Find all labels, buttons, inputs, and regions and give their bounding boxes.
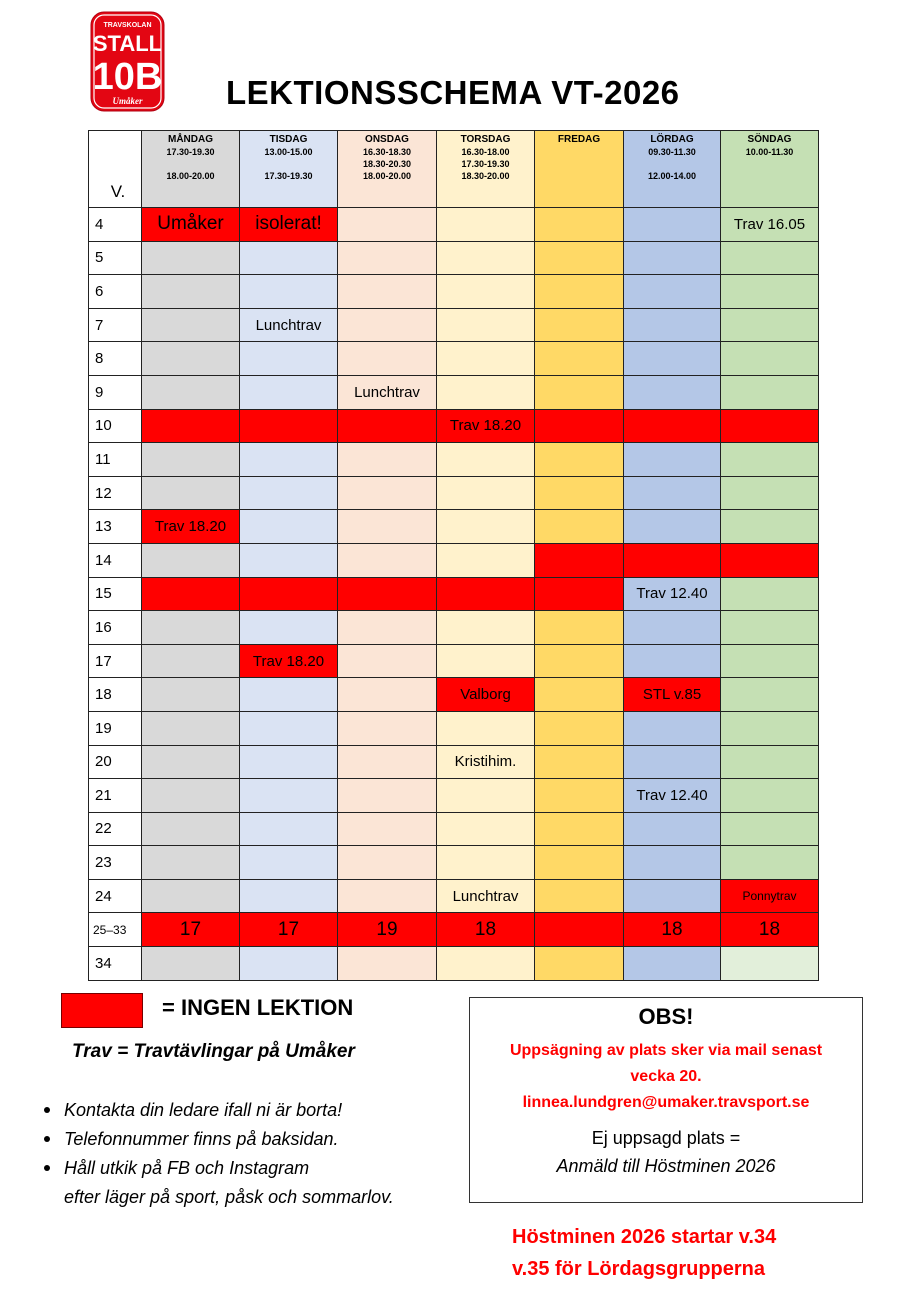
week-number: 23 — [89, 846, 142, 880]
week-number: 16 — [89, 611, 142, 645]
day-time: 10.00-11.30 — [745, 147, 794, 157]
schedule-cell — [240, 745, 338, 779]
week-number: 24 — [89, 879, 142, 913]
schedule-cell — [437, 947, 535, 981]
schedule-cell — [240, 342, 338, 376]
schedule-cell — [142, 208, 240, 242]
cell-note: Lunchtrav — [255, 316, 322, 334]
cell-note: 18 — [474, 918, 497, 940]
schedule-cell — [721, 879, 819, 913]
schedule-cell — [624, 846, 721, 880]
week-row — [89, 745, 819, 779]
day-time: 17.30-19.30 — [264, 171, 313, 181]
schedule-cell — [338, 208, 437, 242]
week-number: 12 — [89, 476, 142, 510]
schedule-cell — [437, 678, 535, 712]
schedule-cell — [142, 342, 240, 376]
bullet-item — [42, 1125, 394, 1154]
schedule-cell — [437, 308, 535, 342]
cell-note: Trav 18.20 — [449, 417, 522, 435]
schedule-cell — [437, 510, 535, 544]
schedule-cell — [142, 711, 240, 745]
bullet-text: Telefonnummer finns på baksidan. — [64, 1129, 339, 1149]
schedule-cell — [535, 476, 624, 510]
schedule-cell — [624, 375, 721, 409]
schedule-cell — [338, 846, 437, 880]
schedule-cell — [535, 644, 624, 678]
obs-line2: Anmäld till Höstminen 2026 — [556, 1156, 776, 1176]
schedule-cell — [338, 947, 437, 981]
schedule-cell — [624, 711, 721, 745]
week-row — [89, 779, 819, 813]
schedule-cell — [338, 342, 437, 376]
schedule-cell — [624, 913, 721, 947]
cell-note: Umåker — [157, 213, 224, 235]
day-header-5 — [624, 131, 721, 208]
cell-note: Trav 18.20 — [154, 518, 227, 536]
schedule-cell — [142, 409, 240, 443]
schedule-cell — [437, 611, 535, 645]
schedule-cell — [721, 745, 819, 779]
day-time — [721, 170, 818, 182]
logo-bottom-text: Umåker — [112, 96, 143, 106]
cell-note: 19 — [376, 918, 398, 940]
schedule-cell — [624, 443, 721, 477]
schedule-cell — [535, 308, 624, 342]
schedule-cell — [338, 375, 437, 409]
schedule-cell — [437, 779, 535, 813]
schedule-cell — [338, 577, 437, 611]
schedule-cell — [624, 611, 721, 645]
schedule-cell — [240, 241, 338, 275]
week-row — [89, 644, 819, 678]
week-number: 19 — [89, 711, 142, 745]
schedule-cell — [721, 543, 819, 577]
bullet-text: Kontakta din ledare ifall ni är borta! — [64, 1100, 343, 1120]
bullet-item — [42, 1096, 394, 1125]
week-row — [89, 611, 819, 645]
week-row — [89, 342, 819, 376]
schedule-cell — [338, 678, 437, 712]
schedule-cell — [721, 275, 819, 309]
day-time — [535, 146, 623, 158]
footer-line2: v.35 för Lördagsgrupperna — [512, 1258, 766, 1280]
schedule-cell — [437, 812, 535, 846]
schedule-cell — [624, 342, 721, 376]
schedule-cell — [437, 342, 535, 376]
schedule-cell — [240, 779, 338, 813]
schedule-cell — [535, 342, 624, 376]
schedule-cell — [721, 779, 819, 813]
page-title: LEKTIONSSCHEMA VT-2026 — [226, 74, 680, 111]
week-number: 13 — [89, 510, 142, 544]
week-row — [89, 812, 819, 846]
schedule-cell — [624, 644, 721, 678]
day-time: 17.30-19.30 — [461, 159, 510, 169]
week-row — [89, 947, 819, 981]
schedule-cell — [535, 375, 624, 409]
schedule-cell — [338, 711, 437, 745]
bullet-continuation: efter läger på sport, påsk och sommarlov. — [64, 1187, 394, 1207]
day-time — [535, 158, 623, 170]
schedule-cell — [240, 879, 338, 913]
schedule-cell — [338, 913, 437, 947]
no-lesson-legend-text: = INGEN LEKTION — [162, 995, 354, 1020]
schedule-cell — [535, 678, 624, 712]
day-time: 12.00-14.00 — [647, 171, 697, 181]
schedule-cell — [142, 846, 240, 880]
schedule-cell — [437, 476, 535, 510]
schedule-cell — [535, 846, 624, 880]
info-bullet-list — [42, 1096, 394, 1212]
day-header-3 — [437, 131, 535, 208]
schedule-cell — [437, 543, 535, 577]
week-row — [89, 543, 819, 577]
day-time: 09.30-11.30 — [648, 147, 696, 157]
week-number: 8 — [89, 342, 142, 376]
schedule-cell — [721, 308, 819, 342]
schedule-cell — [535, 611, 624, 645]
bullet-item — [42, 1154, 394, 1212]
schedule-cell — [142, 543, 240, 577]
schedule-cell — [721, 711, 819, 745]
schedule-cell — [624, 745, 721, 779]
day-header-2 — [338, 131, 437, 208]
schedule-cell — [240, 846, 338, 880]
obs-title: OBS! — [638, 1004, 694, 1029]
schedule-cell — [338, 409, 437, 443]
schedule-cell — [535, 913, 624, 947]
schedule-cell — [240, 208, 338, 242]
bullet-text: Håll utkik på FB och Instagram — [64, 1158, 310, 1178]
schedule-cell — [624, 879, 721, 913]
schedule-cell — [624, 779, 721, 813]
schedule-cell — [535, 779, 624, 813]
schedule-cell — [535, 947, 624, 981]
obs-email-link[interactable]: linnea.lundgren@umaker.travsport.se — [522, 1094, 810, 1111]
cell-note: Trav 18.20 — [252, 652, 325, 670]
week-number: 14 — [89, 543, 142, 577]
cell-note: Lunchtrav — [354, 383, 420, 401]
no-lesson-legend-swatch — [61, 993, 143, 1028]
header-row — [89, 131, 819, 208]
schedule-cell — [721, 577, 819, 611]
autumn-start-notice — [512, 1221, 776, 1285]
schedule-cell — [437, 711, 535, 745]
day-time — [721, 158, 818, 170]
schedule-cell — [142, 577, 240, 611]
week-row — [89, 510, 819, 544]
schedule-cell — [624, 241, 721, 275]
schedule-cell — [437, 375, 535, 409]
schedule-cell — [240, 543, 338, 577]
week-number: 15 — [89, 577, 142, 611]
schedule-cell — [338, 443, 437, 477]
schedule-cell — [338, 879, 437, 913]
cell-note: Trav 16.05 — [733, 215, 806, 233]
lesson-schedule-table — [88, 130, 819, 981]
schedule-cell — [338, 611, 437, 645]
schedule-cell — [240, 476, 338, 510]
day-time: 13.00-15.00 — [264, 147, 313, 157]
week-number: 34 — [89, 947, 142, 981]
schedule-cell — [240, 409, 338, 443]
schedule-cell — [240, 947, 338, 981]
cell-note: Trav 12.40 — [636, 786, 708, 804]
week-number: 7 — [89, 308, 142, 342]
schedule-cell — [624, 947, 721, 981]
schedule-cell — [535, 443, 624, 477]
bullet-dot-icon — [44, 1136, 50, 1142]
schedule-cell — [535, 812, 624, 846]
day-name: SÖNDAG — [747, 134, 792, 145]
schedule-cell — [338, 779, 437, 813]
week-row — [89, 577, 819, 611]
day-time — [240, 158, 337, 170]
week-number: 25–33 — [89, 913, 142, 947]
schedule-cell — [142, 745, 240, 779]
bullet-dot-icon — [44, 1107, 50, 1113]
week-row — [89, 879, 819, 913]
schedule-cell — [624, 812, 721, 846]
week-row — [89, 846, 819, 880]
obs-notice-box — [469, 997, 863, 1203]
schedule-cell — [721, 409, 819, 443]
schedule-cell — [240, 443, 338, 477]
schedule-cell — [535, 879, 624, 913]
schedule-cell — [240, 510, 338, 544]
cell-note: 18 — [758, 918, 781, 940]
schedule-cell — [142, 913, 240, 947]
schedule-cell — [624, 543, 721, 577]
day-time: 16.30-18.00 — [461, 147, 510, 157]
schedule-cell — [240, 812, 338, 846]
schedule-cell — [721, 812, 819, 846]
week-number: 6 — [89, 275, 142, 309]
schedule-cell — [437, 443, 535, 477]
day-header-0 — [142, 131, 240, 208]
schedule-cell — [721, 510, 819, 544]
week-row — [89, 678, 819, 712]
schedule-cell — [142, 812, 240, 846]
schedule-cell — [535, 510, 624, 544]
cell-note: Lunchtrav — [452, 887, 519, 905]
schedule-cell — [721, 443, 819, 477]
obs-cancellation-notice — [470, 1038, 862, 1116]
week-row — [89, 476, 819, 510]
day-name: FREDAG — [557, 134, 601, 145]
schedule-cell — [535, 577, 624, 611]
logo-top-text: TRAVSKOLAN — [103, 22, 152, 29]
schedule-cell — [437, 275, 535, 309]
schedule-cell — [142, 275, 240, 309]
schedule-cell — [142, 443, 240, 477]
schedule-cell — [624, 275, 721, 309]
week-number: 11 — [89, 443, 142, 477]
schedule-cell — [240, 711, 338, 745]
schedule-cell — [142, 308, 240, 342]
day-name: ONSDAG — [365, 134, 409, 145]
schedule-cell — [338, 476, 437, 510]
schedule-cell — [721, 476, 819, 510]
schedule-cell — [142, 947, 240, 981]
schedule-cell — [437, 409, 535, 443]
schedule-cell — [535, 241, 624, 275]
schedule-cell — [535, 275, 624, 309]
schedule-cell — [240, 308, 338, 342]
schedule-cell — [142, 241, 240, 275]
week-row — [89, 913, 819, 947]
schedule-cell — [240, 644, 338, 678]
cell-note: 17 — [179, 918, 202, 940]
schedule-cell — [142, 611, 240, 645]
obs-red-line1: Uppsägning av plats sker via mail senast — [509, 1042, 823, 1059]
schedule-cell — [721, 846, 819, 880]
week-number: 22 — [89, 812, 142, 846]
schedule-cell — [240, 275, 338, 309]
week-number: 4 — [89, 208, 142, 242]
schedule-cell — [624, 476, 721, 510]
schedule-cell — [535, 745, 624, 779]
schedule-cell — [338, 644, 437, 678]
week-row — [89, 711, 819, 745]
schedule-cell — [721, 342, 819, 376]
schedule-cell — [437, 846, 535, 880]
day-time: 16.30-18.30 — [362, 147, 412, 157]
obs-red-line2: vecka 20. — [630, 1068, 702, 1085]
stall-10b-logo — [90, 11, 165, 112]
schedule-cell — [142, 644, 240, 678]
schedule-cell — [338, 543, 437, 577]
week-row — [89, 375, 819, 409]
day-header-4 — [535, 131, 624, 208]
schedule-cell — [338, 812, 437, 846]
schedule-cell — [437, 879, 535, 913]
trav-definition: Trav = Travtävlingar på Umåker — [72, 1041, 355, 1062]
week-header: V. — [89, 131, 142, 208]
schedule-cell — [535, 409, 624, 443]
schedule-cell — [535, 208, 624, 242]
week-number: 9 — [89, 375, 142, 409]
obs-line1: Ej uppsagd plats = — [591, 1128, 741, 1148]
schedule-cell — [624, 208, 721, 242]
schedule-cell — [437, 577, 535, 611]
week-row — [89, 308, 819, 342]
schedule-cell — [624, 409, 721, 443]
week-row — [89, 241, 819, 275]
schedule-cell — [338, 510, 437, 544]
schedule-cell — [142, 678, 240, 712]
schedule-cell — [142, 476, 240, 510]
day-name: LÖRDAG — [650, 134, 694, 145]
day-time: 18.00-20.00 — [362, 171, 412, 181]
schedule-cell — [624, 510, 721, 544]
schedule-cell — [142, 779, 240, 813]
schedule-cell — [624, 577, 721, 611]
schedule-cell — [437, 208, 535, 242]
cell-note: 18 — [661, 918, 683, 940]
cell-note: STL v.85 — [642, 686, 702, 704]
schedule-cell — [535, 543, 624, 577]
day-time: 17.30-19.30 — [166, 147, 215, 157]
cell-note: Trav 12.40 — [636, 585, 708, 603]
cell-note: isolerat! — [255, 213, 322, 235]
schedule-cell — [721, 947, 819, 981]
schedule-cell — [142, 510, 240, 544]
bullet-dot-icon — [44, 1165, 50, 1171]
week-number: 10 — [89, 409, 142, 443]
logo-line1: STALL — [92, 31, 163, 56]
schedule-cell — [338, 241, 437, 275]
cell-note: 17 — [277, 918, 300, 940]
week-row — [89, 208, 819, 242]
schedule-cell — [721, 913, 819, 947]
week-row — [89, 443, 819, 477]
schedule-cell — [437, 241, 535, 275]
week-number: 21 — [89, 779, 142, 813]
week-number: 18 — [89, 678, 142, 712]
logo-line2: 10B — [92, 56, 163, 98]
schedule-cell — [721, 208, 819, 242]
schedule-cell — [437, 913, 535, 947]
cell-note: Ponnytrav — [742, 889, 797, 904]
day-time: 18.00-20.00 — [166, 171, 215, 181]
week-row — [89, 275, 819, 309]
schedule-cell — [240, 375, 338, 409]
schedule-cell — [721, 241, 819, 275]
week-number: 17 — [89, 644, 142, 678]
schedule-cell — [721, 678, 819, 712]
cell-note: Kristihim. — [454, 753, 517, 771]
schedule-cell — [535, 711, 624, 745]
schedule-cell — [721, 644, 819, 678]
schedule-cell — [437, 745, 535, 779]
schedule-cell — [240, 913, 338, 947]
schedule-cell — [437, 644, 535, 678]
day-time — [142, 158, 239, 170]
day-time: 18.30-20.30 — [362, 159, 412, 169]
schedule-cell — [338, 275, 437, 309]
footer-line1: Höstminen 2026 startar v.34 — [512, 1226, 777, 1248]
schedule-cell — [624, 678, 721, 712]
schedule-cell — [240, 577, 338, 611]
schedule-cell — [240, 678, 338, 712]
schedule-cell — [142, 375, 240, 409]
day-header-1 — [240, 131, 338, 208]
schedule-cell — [624, 308, 721, 342]
day-header-6 — [721, 131, 819, 208]
week-row — [89, 409, 819, 443]
schedule-cell — [338, 308, 437, 342]
week-number: 5 — [89, 241, 142, 275]
schedule-cell — [338, 745, 437, 779]
schedule-cell — [721, 611, 819, 645]
day-time — [624, 158, 720, 170]
cell-note: Valborg — [460, 686, 511, 704]
schedule-cell — [240, 611, 338, 645]
week-number: 20 — [89, 745, 142, 779]
schedule-cell — [142, 879, 240, 913]
day-name: MÅNDAG — [168, 134, 213, 145]
day-time: 18.30-20.00 — [461, 171, 510, 181]
day-name: TORSDAG — [460, 134, 511, 145]
schedule-cell — [721, 375, 819, 409]
day-time — [535, 170, 623, 182]
day-name: TISDAG — [269, 134, 308, 145]
